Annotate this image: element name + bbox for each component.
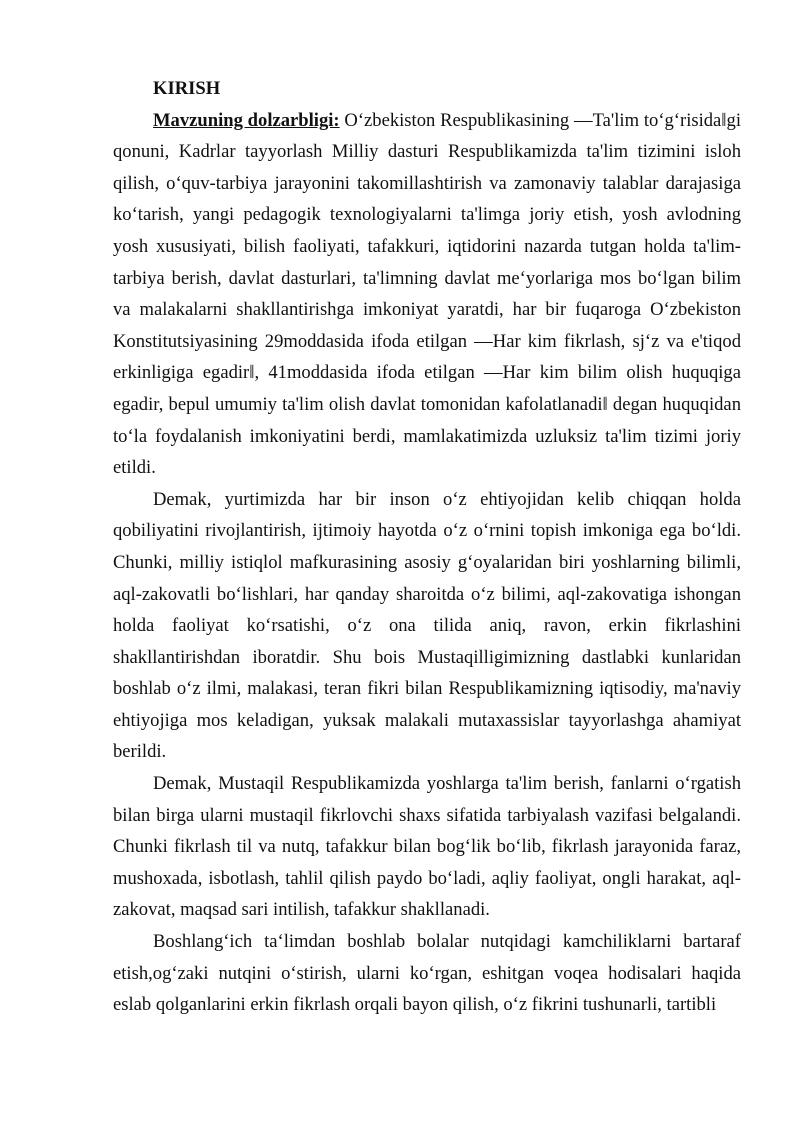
document-page — [113, 73, 741, 1021]
paragraph: Demak, Mustaqil Respublikamizda yoshlarga ta'lim berish, fanlarni o‘rgatish bilan birga ularni mustaqil fikrlovchi shaxs sifatida tarbiyalash vazifasi belgalandi. Chunki fikrlash til va nutq, tafakkur bilan bog‘lik bo‘lib, fikrlash jarayonida faraz, mushoxada, isbotlash, tahlil qilish paydo bo‘ladi, aqliy faoliyat, ongli harakat, aql-zakovat, maqsad sari intilish, tafakkur shakllanadi. — [113, 773, 741, 921]
section-heading: KIRISH — [153, 78, 221, 99]
paragraph: Boshlang‘ich ta‘limdan boshlab bolalar nutqidagi kamchiliklarni bartaraf etish,og‘zaki nutqini o‘stirish, ularni ko‘rgan, eshitgan voqea hodisalari haqida eslab qolganlarini erkin fikrlash orqali bayon qilish, o‘z fikrini tushunarli, tartibli — [113, 931, 741, 1016]
paragraph: Demak, yurtimizda har bir inson o‘z ehtiyojidan kelib chiqqan holda qobiliyatini rivojlantirish, ijtimoiy hayotda o‘z o‘rnini topish imkoniga ega bo‘ldi. Chunki, milliy istiqlol mafkurasining asosiy g‘oyalaridan biri yoshlarning bilimli, aql-zakovatli bo‘lishlari, har qanday sharoitda o‘z bilimi, aql-zakovatiga ishongan holda faoliyat ko‘rsatishi, o‘z ona tilida aniq, ravon, erkin fikrlashini shakllantirishdan iboratdir. Shu bois Mustaqilligimizning dastlabki kunlaridan boshlab o‘z ilmi, malakasi, teran fikri bilan Respublikamizning iqtisodiy, ma'naviy ehtiyojiga mos keladigan, yuksak malakali mutaxassislar tayyorlashga ahamiyat berildi. — [113, 488, 741, 763]
paragraph-relevance — [113, 105, 741, 484]
section-lead: Mavzuning dolzarbligi: — [153, 109, 340, 131]
paragraph-text: O‘zbekiston Respublikasining ―Ta'lim to‘g‘risida‖gi qonuni, Kadrlar tayyorlash Milliy dasturi Respublikamizda ta'lim tizimini isloh qilish, o‘quv-tarbiya jarayonini takomillashtirish va zamonaviy talablar darajasiga ko‘tarish, yangi pedagogik texnologiyalarni ta'limga joriy etish, yosh avlodning yosh xususiyati, bilish faoliyati, tafakkuri, iqtidorini nazarda tutgan holda ta'lim-tarbiya berish, davlat dasturlari, ta'limning davlat me‘yorlariga mos bo‘lgan bilim va malakalarni shakllantirishga imkoniyat yaratdi, har bir fuqaroga O‘zbekiston Konstitutsiyasining 29moddasida ifoda etilgan ―Har kim fikrlash, sj‘z va e'tiqod erkinligiga egadir‖, 41moddasida ifoda etilgan ―Har kim bilim olish huquqiga egadir, bepul umumiy ta'lim olish davlat tomonidan kafolatlanadi‖ degan huquqidan to‘la foydalanish imkoniyatini berdi, mamlakatimizda uzluksiz ta'lim tizimi joriy etildi. — [113, 109, 741, 479]
